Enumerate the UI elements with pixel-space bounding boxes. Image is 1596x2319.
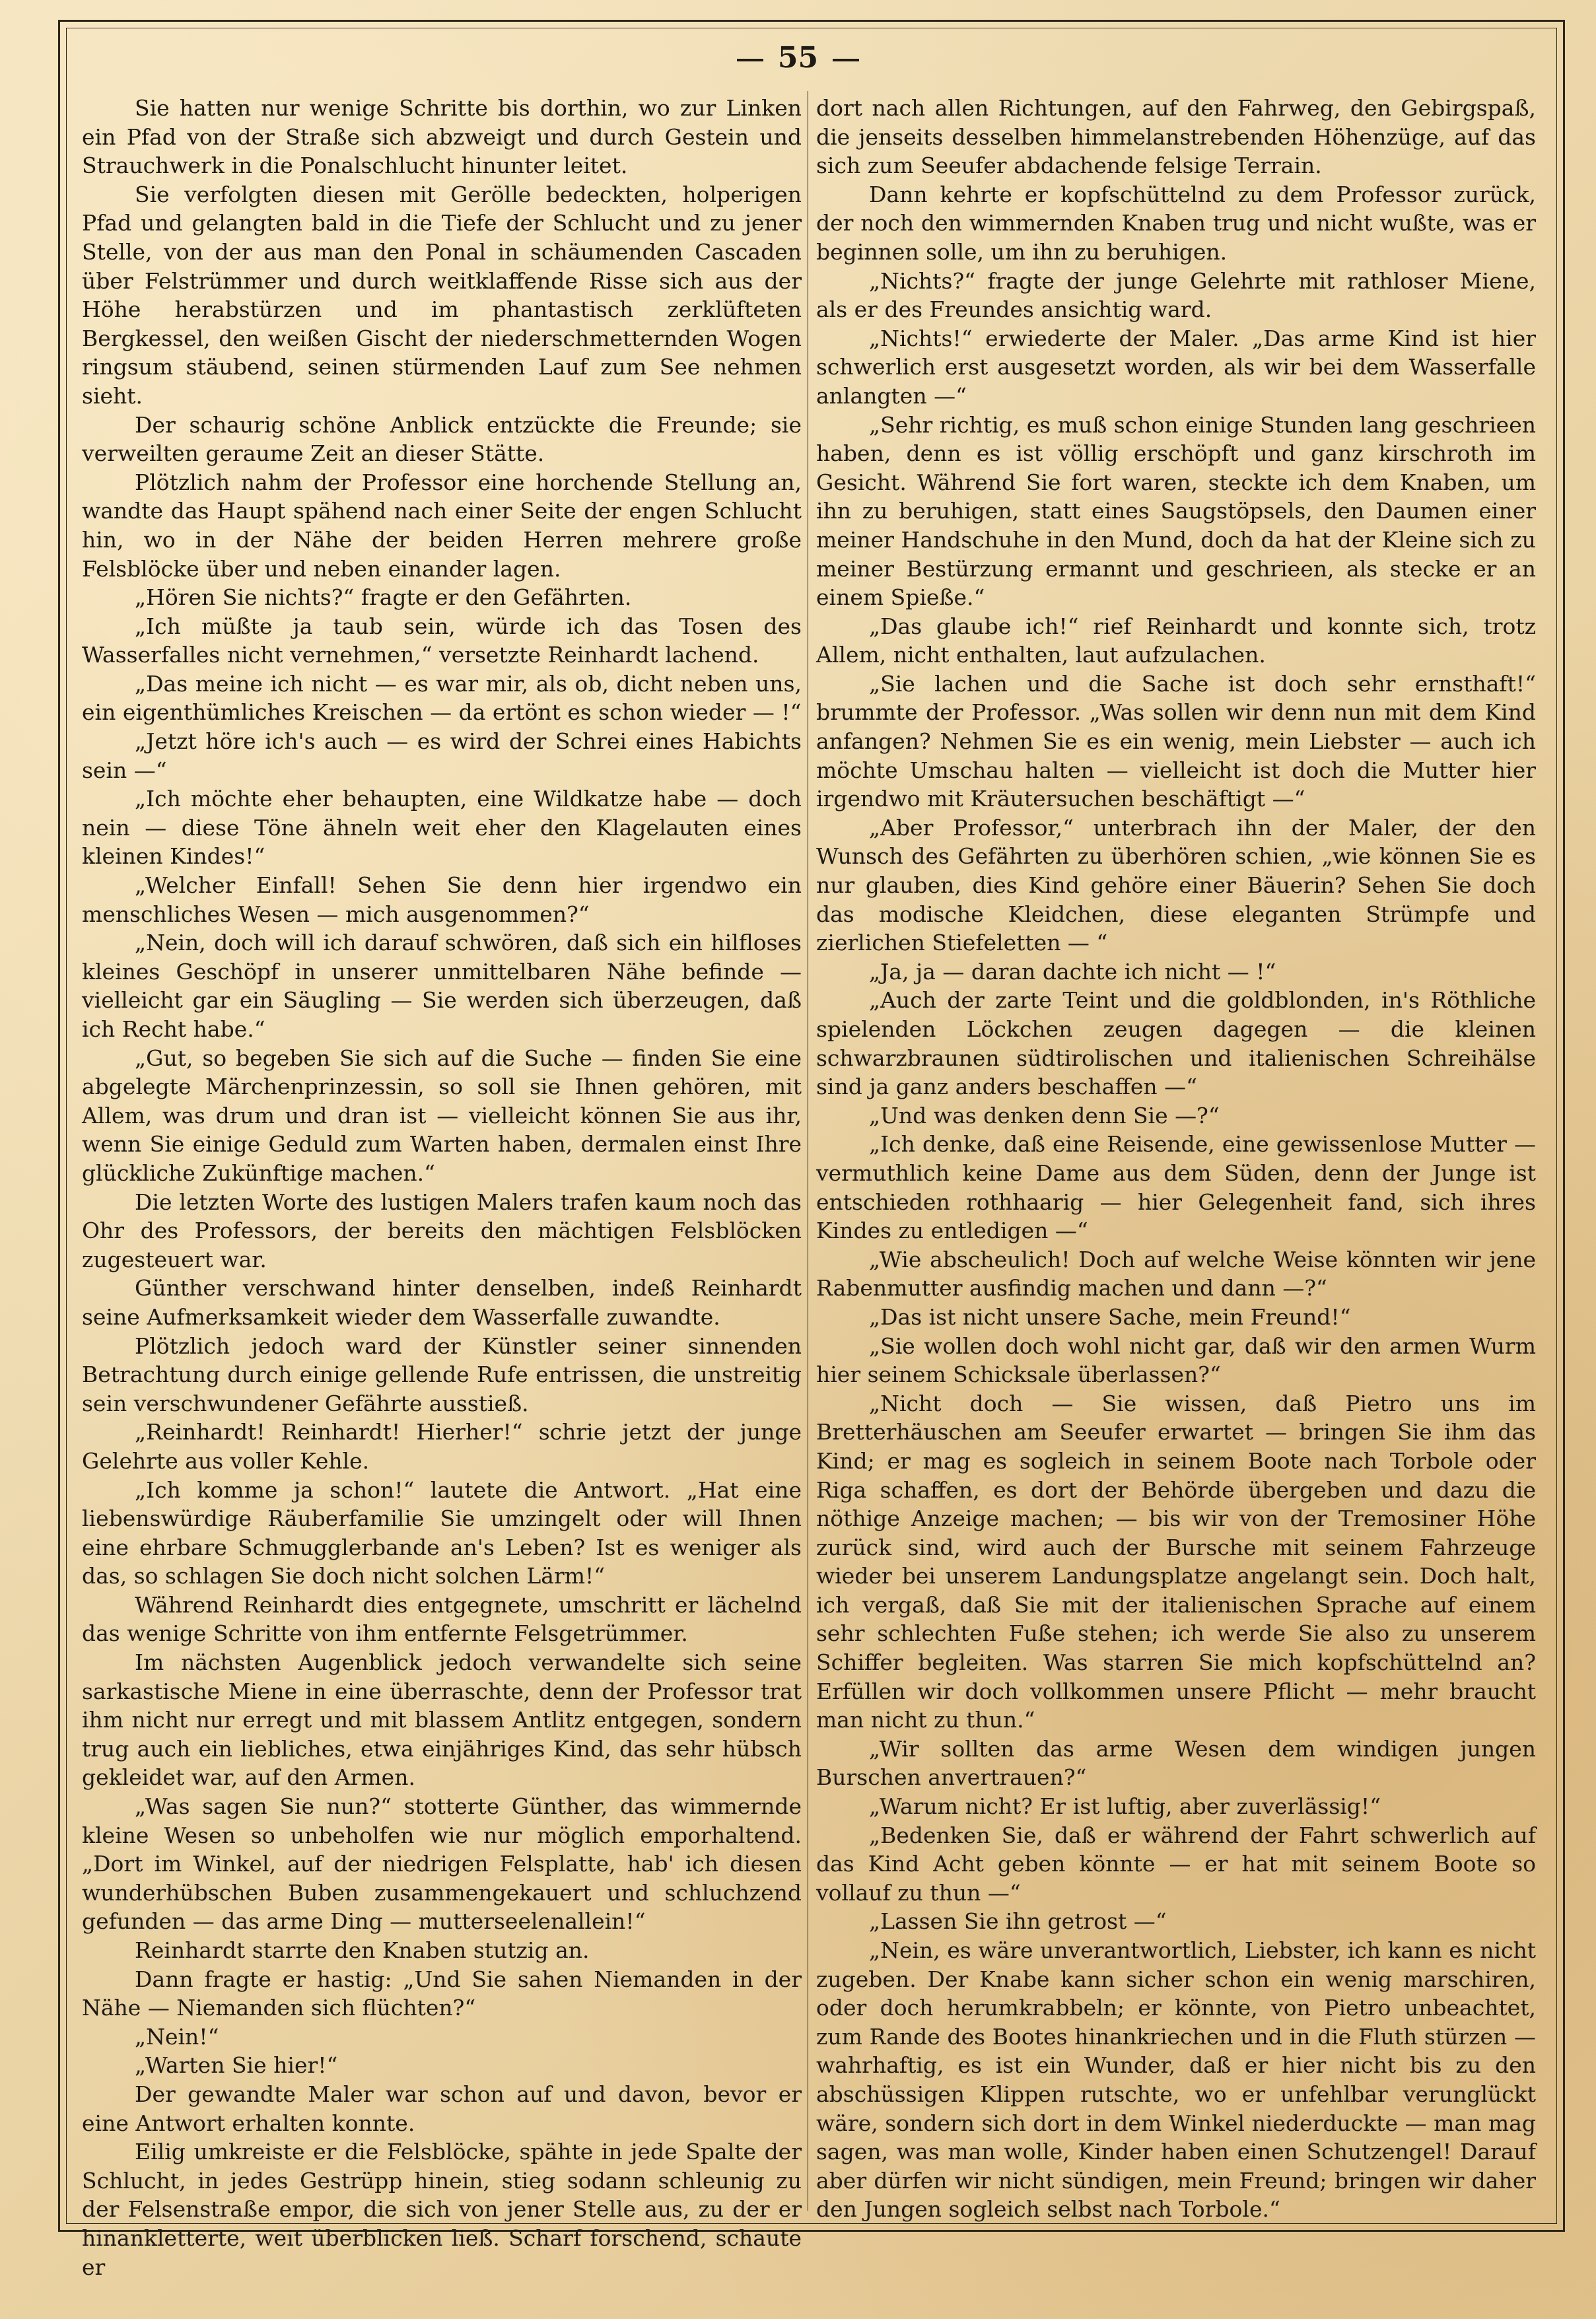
paragraph: Die letzten Worte des lustigen Malers trafen kaum noch das Ohr des Professors, der bereits den mächtigen Felsblöcken zugesteuert war. — [82, 1189, 802, 1272]
paragraph: dort nach allen Richtungen, auf den Fahrweg, den Gebirgspaß, die jenseits desselben himmelanstrebenden Höhenzüge, auf das sich zum Seeufer abdachende felsige Terrain. — [816, 95, 1536, 179]
paragraph: Eilig umkreiste er die Felsblöcke, spähte in jede Spalte der Schlucht, in jedes Gestrüpp hinein, stieg sodann schleunig zu der Felsenstraße empor, die sich von jener Stelle aus, zu der er hinankletterte, weit überblicken ließ. Scharf forschend, schaute er — [82, 2139, 802, 2280]
header-dash-right — [833, 59, 859, 61]
paragraph: „Nein, es wäre unverantwortlich, Liebster, ich kann es nicht zugeben. Der Knabe kann sicher schon ein wenig marschiren, oder doch herumkrabbeln; er könnte, von Pietro unbeachtet, zum Rande des Bootes hinankriechen und in die Fluth stürzen — wahrhaftig, es ist ein Wunder, daß er hier nicht bis zu den abschüssigen Klippen rutschte, wo er unfehlbar verunglückt wäre, sondern sich dort in dem Winkel niederduckte — man mag sagen, was man wolle, Kinder haben einen Schutzengel! Darauf aber dürfen wir nicht sündigen, mein Freund; bringen wir daher den Jungen sogleich selbst nach Torbole.“ — [816, 1937, 1536, 2223]
paragraph: „Ich müßte ja taub sein, würde ich das Tosen des Wasserfalles nicht vernehmen,“ versetzte Reinhardt lachend. — [82, 613, 802, 668]
paragraph: „Sehr richtig, es muß schon einige Stunden lang geschrieen haben, denn es ist völlig erschöpft und ganz kirschroth im Gesicht. Während Sie fort waren, steckte ich dem Knaben, um ihn zu beruhigen, statt eines Saugstöpsels, den Daumen einer meiner Handschuhe in den Mund, doch da hat der Kleine sich zu meiner Bestürzung ermannt und geschrieen, als stecke er an einem Spieße.“ — [816, 411, 1536, 611]
paragraph: „Wie abscheulich! Doch auf welche Weise könnten wir jene Rabenmutter ausfindig machen und dann —?“ — [816, 1246, 1536, 1301]
paragraph: Reinhardt starrte den Knaben stutzig an. — [135, 1937, 590, 1963]
paragraph: „Reinhardt! Reinhardt! Hierher!“ schrie jetzt der junge Gelehrte aus voller Kehle. — [82, 1419, 802, 1474]
paragraph: „Nicht doch — Sie wissen, daß Pietro uns im Bretterhäuschen am Seeufer erwartet — bringen Sie ihm das Kind; er mag es sogleich in seinem Boote nach Torbole oder Riga schaffen, es dort der Behörde übergeben und dazu die nöthige Anzeige machen; — bis wir von der Tremosiner Höhe zurück sind, wird auch der Bursche mit seinem Fahrzeuge wieder bei unserem Landungsplatze angelangt sein. Doch halt, ich vergaß, daß Sie mit der italienischen Sprache auf einem sehr schlechten Fuße stehen; ich werde Sie also zu unserem Schiffer begleiten. Was starren Sie mich kopfschüttelnd an? Erfüllen wir doch vollkommen unsere Pflicht — mehr braucht man nicht zu thun.“ — [816, 1390, 1536, 1733]
page-number: 55 — [777, 41, 819, 75]
paragraph: „Was sagen Sie nun?“ stotterte Günther, das wimmernde kleine Wesen so unbeholfen wie nur möglich emporhaltend. „Dort im Winkel, auf der niedrigen Felsplatte, hab' ich diesen wunderhübschen Buben zusammengekauert und schluchzend gefunden — das arme Ding — mutterseelenallein!“ — [82, 1793, 802, 1935]
paragraph: „Sie wollen doch wohl nicht gar, daß wir den armen Wurm hier seinem Schicksale überlassen?“ — [816, 1333, 1536, 1388]
paragraph: Günther verschwand hinter denselben, indeß Reinhardt seine Aufmerksamkeit wieder dem Wasserfalle zuwandte. — [82, 1275, 802, 1330]
left-column — [82, 94, 802, 2280]
paragraph: „Nichts!“ erwiederte der Maler. „Das arme Kind ist hier schwerlich erst ausgesetzt worden, als wir bei dem Wasserfalle anlangten —“ — [816, 325, 1536, 409]
header-dash-left — [737, 59, 763, 61]
paragraph: „Das glaube ich!“ rief Reinhardt und konnte sich, trotz Allem, nicht enthalten, laut aufzulachen. — [816, 613, 1536, 668]
paragraph: „Nein!“ — [135, 2023, 219, 2050]
paragraph: „Welcher Einfall! Sehen Sie denn hier irgendwo ein menschliches Wesen — mich ausgenommen?“ — [82, 872, 802, 927]
paragraph: „Warum nicht? Er ist luftig, aber zuverlässig!“ — [869, 1793, 1381, 1820]
paragraph: „Und was denken denn Sie —?“ — [869, 1102, 1220, 1128]
paragraph: Plötzlich jedoch ward der Künstler seiner sinnenden Betrachtung durch einige gellende Rufe entrissen, die unstreitig sein verschwundener Gefährte ausstieß. — [82, 1333, 802, 1416]
paragraph: „Das meine ich nicht — es war mir, als ob, dicht neben uns, ein eigenthümliches Kreischen — da ertönt es schon wieder — !“ — [82, 670, 802, 726]
paragraph: „Warten Sie hier!“ — [135, 2052, 338, 2079]
paragraph: „Jetzt höre ich's auch — es wird der Schrei eines Habichts sein —“ — [82, 728, 802, 783]
paragraph: „Ich möchte eher behaupten, eine Wildkatze habe — doch nein — diese Töne ähneln weit eher den Klagelauten eines kleinen Kindes!“ — [82, 786, 802, 870]
paragraph: Dann fragte er hastig: „Und Sie sahen Niemanden in der Nähe — Niemanden sich flüchten?“ — [82, 1966, 802, 2021]
paragraph: Im nächsten Augenblick jedoch verwandelte sich seine sarkastische Miene in eine überraschte, denn der Professor trat ihm nicht nur erregt und mit blassem Antlitz entgegen, sondern trug auch ein liebliches, etwa einjähriges Kind, das sehr hübsch gekleidet war, auf den Armen. — [82, 1649, 802, 1791]
paragraph: Dann kehrte er kopfschüttelnd zu dem Professor zurück, der noch den wimmernden Knaben trug und nicht wußte, was er beginnen solle, um ihn zu beruhigen. — [816, 181, 1536, 265]
right-column — [816, 94, 1536, 2223]
paragraph: „Auch der zarte Teint und die goldblonden, in's Röthliche spielenden Löckchen zeugen dagegen — die kleinen schwarzbraunen südtirolischen und italienischen Schreihälse sind ja ganz anders beschaffen —“ — [816, 987, 1536, 1100]
paragraph: „Gut, so begeben Sie sich auf die Suche — finden Sie eine abgelegte Märchenprinzessin, so soll sie Ihnen gehören, mit Allem, was drum und dran ist — vielleicht können Sie aus ihr, wenn Sie einige Geduld zum Warten haben, dermalen einst Ihre glückliche Zukünftige machen.“ — [82, 1045, 802, 1186]
paragraph: „Ich denke, daß eine Reisende, eine gewissenlose Mutter — vermuthlich keine Dame aus dem Süden, denn der Junge ist entschieden rothhaarig — hier Gelegenheit fand, sich ihres Kindes zu entledigen —“ — [816, 1131, 1536, 1244]
paragraph: „Ja, ja — daran dachte ich nicht — !“ — [869, 958, 1276, 985]
paragraph: Der schaurig schöne Anblick entzückte die Freunde; sie verweilten geraume Zeit an dieser Stätte. — [82, 411, 802, 467]
paragraph: „Bedenken Sie, daß er während der Fahrt schwerlich auf das Kind Acht geben könnte — er hat mit seinem Boote so vollauf zu thun —“ — [816, 1822, 1536, 1906]
paragraph: „Wir sollten das arme Wesen dem windigen jungen Burschen anvertrauen?“ — [816, 1735, 1536, 1791]
paragraph: „Lassen Sie ihn getrost —“ — [869, 1908, 1167, 1935]
page-header — [0, 41, 1596, 75]
paragraph: Während Reinhardt dies entgegnete, umschritt er lächelnd das wenige Schritte von ihm entfernte Felsgetrümmer. — [82, 1591, 802, 1647]
paragraph: „Sie lachen und die Sache ist doch sehr ernsthaft!“ brummte der Professor. „Was sollen wir denn nun mit dem Kind anfangen? Nehmen Sie es ein wenig, mein Liebster — auch ich möchte Umschau halten — vielleicht ist doch die Mutter hier irgendwo mit Kräutersuchen beschäftigt —“ — [816, 670, 1536, 812]
paragraph: „Hören Sie nichts?“ fragte er den Gefährten. — [135, 584, 632, 611]
paragraph: Plötzlich nahm der Professor eine horchende Stellung an, wandte das Haupt spähend nach einer Seite der engen Schlucht hin, wo in der Nähe der beiden Herren mehrere große Felsblöcke über und neben einander lagen. — [82, 469, 802, 582]
paragraph: „Ich komme ja schon!“ lautete die Antwort. „Hat eine liebenswürdige Räuberfamilie Sie umzingelt oder will Ihnen eine ehrbare Schmugglerbande an's Leben? Ist es weniger als das, so schlagen Sie doch nicht solchen Lärm!“ — [82, 1476, 802, 1589]
paragraph: „Das ist nicht unsere Sache, mein Freund!“ — [869, 1303, 1351, 1330]
paragraph: Sie hatten nur wenige Schritte bis dorthin, wo zur Linken ein Pfad von der Straße sich abzweigt und durch Gestein und Strauchwerk in die Ponalschlucht hinunter leitet. — [82, 95, 802, 179]
paragraph: Der gewandte Maler war schon auf und davon, bevor er eine Antwort erhalten konnte. — [82, 2081, 802, 2136]
paragraph: „Aber Professor,“ unterbrach ihn der Maler, der den Wunsch des Gefährten zu überhören schien, „wie können Sie es nur glauben, dies Kind gehöre einer Bäuerin? Sehen Sie doch das modische Kleidchen, diese eleganten Strümpfe und zierlichen Stiefeletten — “ — [816, 814, 1536, 956]
paragraph: „Nichts?“ fragte der junge Gelehrte mit rathloser Miene, als er des Freundes ansichtig ward. — [816, 267, 1536, 323]
paragraph: „Nein, doch will ich darauf schwören, daß sich ein hilfloses kleines Geschöpf in unserer unmittelbaren Nähe befinde — vielleicht gar ein Säugling — Sie werden sich überzeugen, daß ich Recht habe.“ — [82, 930, 802, 1042]
paragraph: Sie verfolgten diesen mit Gerölle bedeckten, holperigen Pfad und gelangten bald in die Tiefe der Schlucht und zu jener Stelle, von der aus man den Ponal in schäumenden Cascaden über Felstrümmer und durch weitklaffende Risse sich aus der Höhe herabstürzen und im phantastisch zerklüfteten Bergkessel, den weißen Gischt der niederschmetternden Wogen ringsum stäubend, seinen stürmenden Lauf zum See nehmen sieht. — [82, 181, 802, 409]
